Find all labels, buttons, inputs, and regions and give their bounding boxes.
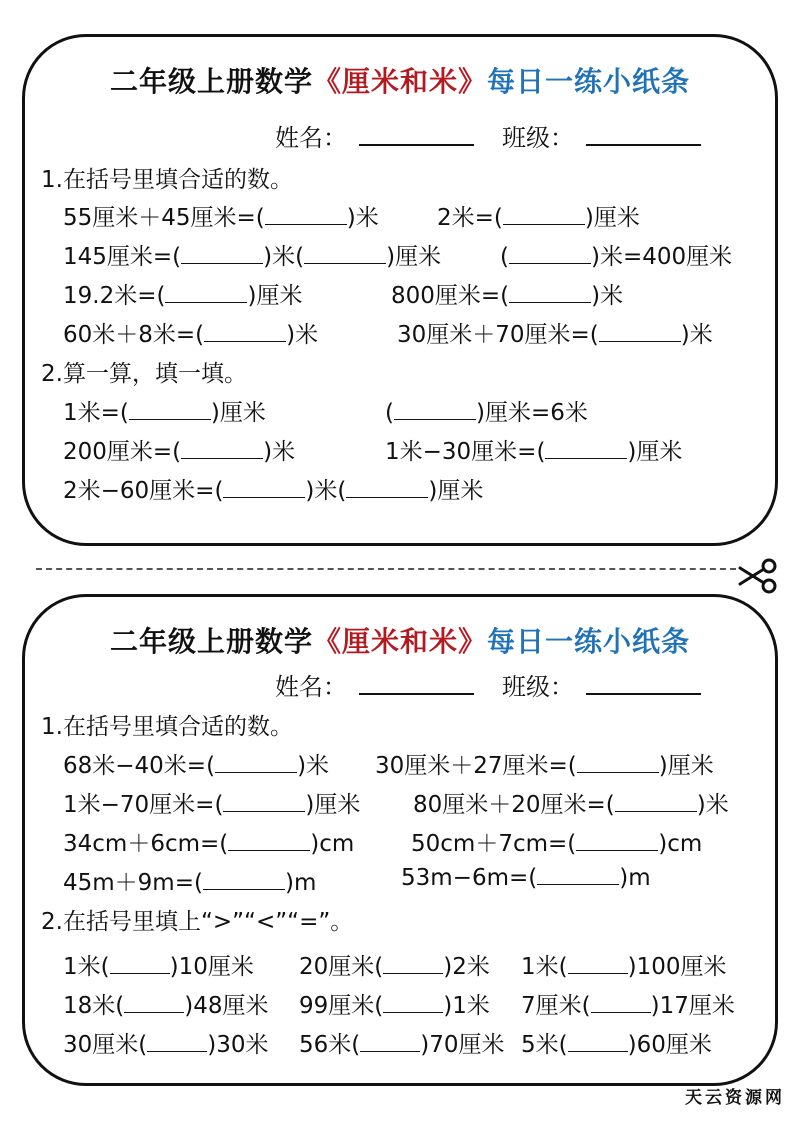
- question: [521, 1026, 712, 1059]
- question-text: 18米(: [63, 993, 125, 1019]
- question-text: 1米−30厘米=(: [385, 439, 546, 465]
- question-text: )m: [619, 865, 651, 891]
- question-text: (: [385, 400, 394, 426]
- answer-blank[interactable]: [215, 752, 297, 773]
- answer-blank[interactable]: [568, 1031, 628, 1052]
- question-text: )10厘米: [169, 954, 254, 980]
- question: [391, 277, 623, 310]
- answer-blank[interactable]: [346, 477, 428, 498]
- question: [411, 825, 702, 858]
- answer-blank[interactable]: [591, 992, 651, 1013]
- watermark: 天云资源网: [685, 1088, 785, 1108]
- question-text: )cm: [658, 831, 703, 857]
- question-text: 30厘米(: [63, 1032, 148, 1058]
- title-daily: 每日一练小纸条: [487, 65, 691, 98]
- answer-blank[interactable]: [228, 830, 310, 851]
- question-text: 30厘米＋70厘米=(: [397, 322, 599, 348]
- question: [437, 199, 640, 232]
- question: [63, 277, 302, 310]
- answer-blank[interactable]: [223, 791, 305, 812]
- title-grade: 二年级上册数学: [109, 65, 313, 98]
- question-text: )厘米: [658, 753, 714, 779]
- question-text: )2米: [443, 954, 490, 980]
- answer-blank[interactable]: [568, 953, 628, 974]
- question: [63, 747, 329, 780]
- class-label: 班级：: [502, 124, 574, 152]
- question: [385, 394, 588, 427]
- question-text: 200厘米=(: [63, 439, 182, 465]
- question: [63, 864, 316, 897]
- name-label: 姓名：: [275, 673, 347, 701]
- question: [63, 316, 318, 349]
- question-text: )1米: [443, 993, 490, 1019]
- section-2-heading: 2.算一算，填一填。: [41, 361, 247, 387]
- answer-blank[interactable]: [265, 204, 347, 225]
- answer-blank[interactable]: [129, 399, 211, 420]
- question: [63, 199, 379, 232]
- question-text: )60厘米: [627, 1032, 712, 1058]
- section-1-heading: 1.在括号里填合适的数。: [41, 167, 293, 193]
- question-text: 56米(: [299, 1032, 361, 1058]
- class-label: 班级：: [502, 673, 574, 701]
- answer-blank[interactable]: [360, 1031, 420, 1052]
- question: [299, 948, 490, 981]
- question-text: 19.2米=(: [63, 283, 166, 309]
- answer-blank[interactable]: [394, 399, 476, 420]
- answer-blank[interactable]: [545, 438, 627, 459]
- question-text: )米: [591, 283, 624, 309]
- answer-blank[interactable]: [304, 243, 386, 264]
- question-text: )厘米: [305, 792, 361, 818]
- question-text: 68米−40米=(: [63, 753, 216, 779]
- answer-blank[interactable]: [181, 243, 263, 264]
- question-text: )厘米=6米: [475, 400, 588, 426]
- question-text: 800厘米=(: [391, 283, 510, 309]
- question: [63, 825, 354, 858]
- title-topic: 《厘米和米》: [312, 65, 487, 98]
- title-daily: 每日一练小纸条: [487, 625, 691, 658]
- answer-blank[interactable]: [383, 953, 443, 974]
- answer-blank[interactable]: [124, 992, 184, 1013]
- question: [375, 747, 714, 780]
- scissors-icon: [736, 554, 780, 598]
- question-text: 45m＋9m=(: [63, 870, 203, 896]
- answer-blank[interactable]: [577, 752, 659, 773]
- question-text: )厘米: [428, 478, 484, 504]
- question-text: )米: [346, 205, 379, 231]
- question-text: )米: [696, 792, 729, 818]
- question-text: 55厘米＋45厘米=(: [63, 205, 265, 231]
- worksheet-card-1: [22, 34, 778, 546]
- question-text: )70厘米: [420, 1032, 505, 1058]
- answer-blank[interactable]: [110, 953, 170, 974]
- answer-blank[interactable]: [503, 204, 585, 225]
- question: [397, 316, 713, 349]
- question: [63, 238, 441, 271]
- question-text: )米: [263, 439, 296, 465]
- answer-blank[interactable]: [537, 864, 619, 885]
- answer-blank[interactable]: [576, 830, 658, 851]
- question-text: 2米−60厘米=(: [63, 478, 224, 504]
- question-text: 145厘米=(: [63, 244, 182, 270]
- question-text: 50cm＋7cm=(: [411, 831, 577, 857]
- question-text: 1米(: [521, 954, 568, 980]
- question-text: )30米: [207, 1032, 269, 1058]
- question-text: 80厘米＋20厘米=(: [413, 792, 615, 818]
- answer-blank[interactable]: [223, 477, 305, 498]
- question-text: (: [500, 244, 509, 270]
- answer-blank[interactable]: [509, 282, 591, 303]
- question-text: )厘米: [386, 244, 442, 270]
- question: [63, 472, 483, 505]
- answer-blank[interactable]: [165, 282, 247, 303]
- answer-blank[interactable]: [181, 438, 263, 459]
- question: [63, 786, 360, 819]
- question-text: )米: [297, 753, 330, 779]
- question-text: 7厘米(: [521, 993, 591, 1019]
- question-text: )48厘米: [184, 993, 269, 1019]
- question-text: )cm: [310, 831, 355, 857]
- question-text: )厘米: [627, 439, 683, 465]
- section-1-heading: 1.在括号里填合适的数。: [41, 714, 293, 740]
- question: [63, 433, 295, 466]
- question-text: )100厘米: [627, 954, 727, 980]
- question: [63, 394, 266, 427]
- question: [500, 238, 732, 271]
- question-text: 53m−6m=(: [401, 865, 538, 891]
- question: [299, 1026, 505, 1059]
- name-class-line: [275, 667, 729, 702]
- question-text: 1米(: [63, 954, 110, 980]
- answer-blank[interactable]: [147, 1031, 207, 1052]
- answer-blank[interactable]: [509, 243, 591, 264]
- question: [521, 948, 726, 981]
- title-grade: 二年级上册数学: [109, 625, 313, 658]
- question-text: )米(: [263, 244, 305, 270]
- question: [401, 864, 651, 891]
- question-text: 60米＋8米=(: [63, 322, 205, 348]
- question-text: )厘米: [210, 400, 266, 426]
- name-blank[interactable]: [359, 122, 474, 146]
- question-text: 1米−70厘米=(: [63, 792, 224, 818]
- question: [413, 786, 729, 819]
- question-text: )厘米: [247, 283, 303, 309]
- answer-blank[interactable]: [203, 869, 285, 890]
- question-text: 99厘米(: [299, 993, 384, 1019]
- question-text: )米(: [305, 478, 347, 504]
- cut-line: [36, 568, 736, 570]
- question: [299, 987, 490, 1020]
- question-text: 1米=(: [63, 400, 129, 426]
- title-topic: 《厘米和米》: [312, 625, 487, 658]
- question-text: 5米(: [521, 1032, 568, 1058]
- class-blank[interactable]: [586, 671, 701, 695]
- question: [521, 987, 735, 1020]
- question-text: )17厘米: [650, 993, 735, 1019]
- name-blank[interactable]: [359, 671, 474, 695]
- answer-blank[interactable]: [204, 321, 286, 342]
- worksheet-card-2: [22, 594, 778, 1086]
- question-text: 30厘米＋27厘米=(: [375, 753, 577, 779]
- question-text: 34cm＋6cm=(: [63, 831, 229, 857]
- question: [63, 948, 254, 981]
- question-text: )厘米: [584, 205, 640, 231]
- answer-blank[interactable]: [599, 321, 681, 342]
- name-label: 姓名：: [275, 124, 347, 152]
- question-text: 20厘米(: [299, 954, 384, 980]
- section-2-heading: 2.在括号里填上“>”“<”“=”。: [41, 909, 354, 935]
- answer-blank[interactable]: [383, 992, 443, 1013]
- question: [63, 1026, 269, 1059]
- question-text: 2米=(: [437, 205, 503, 231]
- question-text: )米=400厘米: [590, 244, 733, 270]
- worksheet-title: [25, 60, 775, 100]
- question: [385, 433, 682, 466]
- class-blank[interactable]: [586, 122, 701, 146]
- worksheet-title: [25, 620, 775, 660]
- question: [63, 987, 269, 1020]
- question-text: )m: [284, 870, 317, 896]
- answer-blank[interactable]: [615, 791, 697, 812]
- question-text: )米: [286, 322, 319, 348]
- question-text: )米: [680, 322, 713, 348]
- name-class-line: [275, 118, 729, 153]
